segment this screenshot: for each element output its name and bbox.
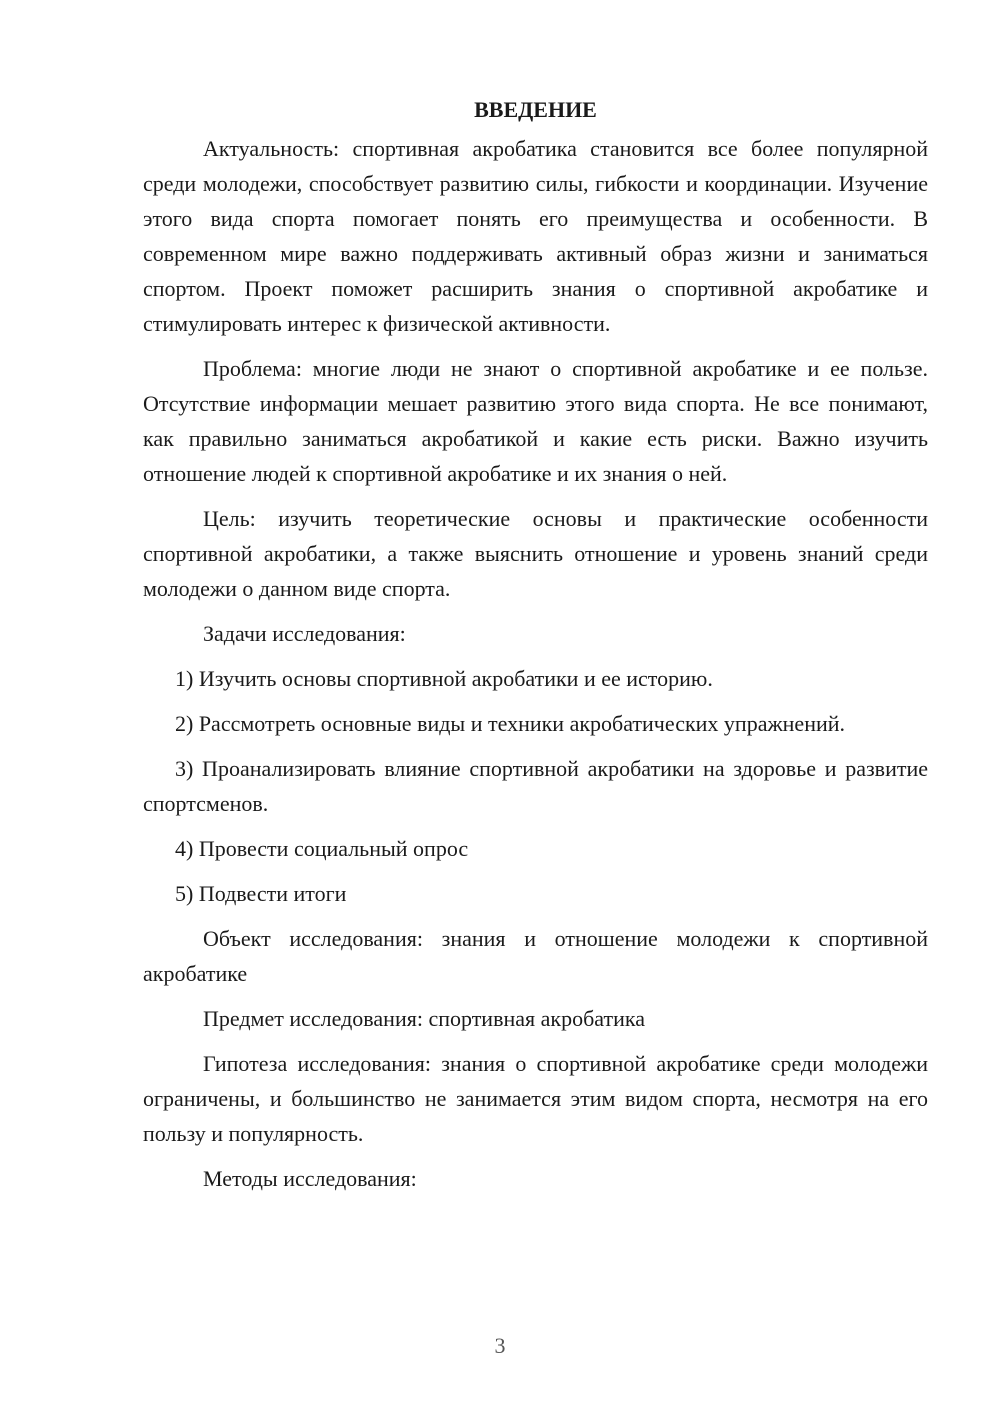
task-item-4: 4) Провести социальный опрос (175, 836, 469, 861)
task-item-3: 3) Проанализировать влияние спортивной акробатики на здоровье и развитие спортсменов. (143, 756, 928, 816)
task-item-5: 5) Подвести итоги (175, 881, 347, 906)
task-item-1: 1) Изучить основы спортивной акробатики и ее историю. (175, 666, 713, 691)
section-title: ВВЕДЕНИЕ (474, 97, 597, 122)
paragraph-goal: Цель: изучить теоретические основы и практические особенности спортивной акробатики, а также выяснить отношение и уровень знаний среди молодежи о данном виде спорта. (143, 506, 928, 601)
paragraph-relevance: Актуальность: спортивная акробатика становится все более популярной среди молодежи, способствует развитию силы, гибкости и координации. Изучение этого вида спорта помогает понять его преимущества и особенности. В современном мире важно поддерживать активный образ жизни и заниматься спортом. Проект поможет расширить знания о спортивной акробатике и стимулировать интерес к физической активности. (143, 136, 928, 336)
paragraph-methods: Методы исследования: (203, 1166, 417, 1191)
page-number: 3 (494, 1333, 506, 1358)
document-page (143, 95, 928, 1206)
paragraph-object: Объект исследования: знания и отношение молодежи к спортивной акробатике (143, 926, 928, 986)
paragraph-hypothesis: Гипотеза исследования: знания о спортивной акробатике среди молодежи ограничены, и большинство не занимается этим видом спорта, несмотря на его пользу и популярность. (143, 1051, 928, 1146)
tasks-heading: Задачи исследования: (203, 621, 406, 646)
task-item-2: 2) Рассмотреть основные виды и техники акробатических упражнений. (175, 711, 846, 736)
paragraph-subject: Предмет исследования: спортивная акробатика (203, 1006, 645, 1031)
paragraph-problem: Проблема: многие люди не знают о спортивной акробатике и ее пользе. Отсутствие информации мешает развитию этого вида спорта. Не все понимают, как правильно заниматься акробатикой и какие есть риски. Важно изучить отношение людей к спортивной акробатике и их знания о ней. (143, 356, 928, 486)
